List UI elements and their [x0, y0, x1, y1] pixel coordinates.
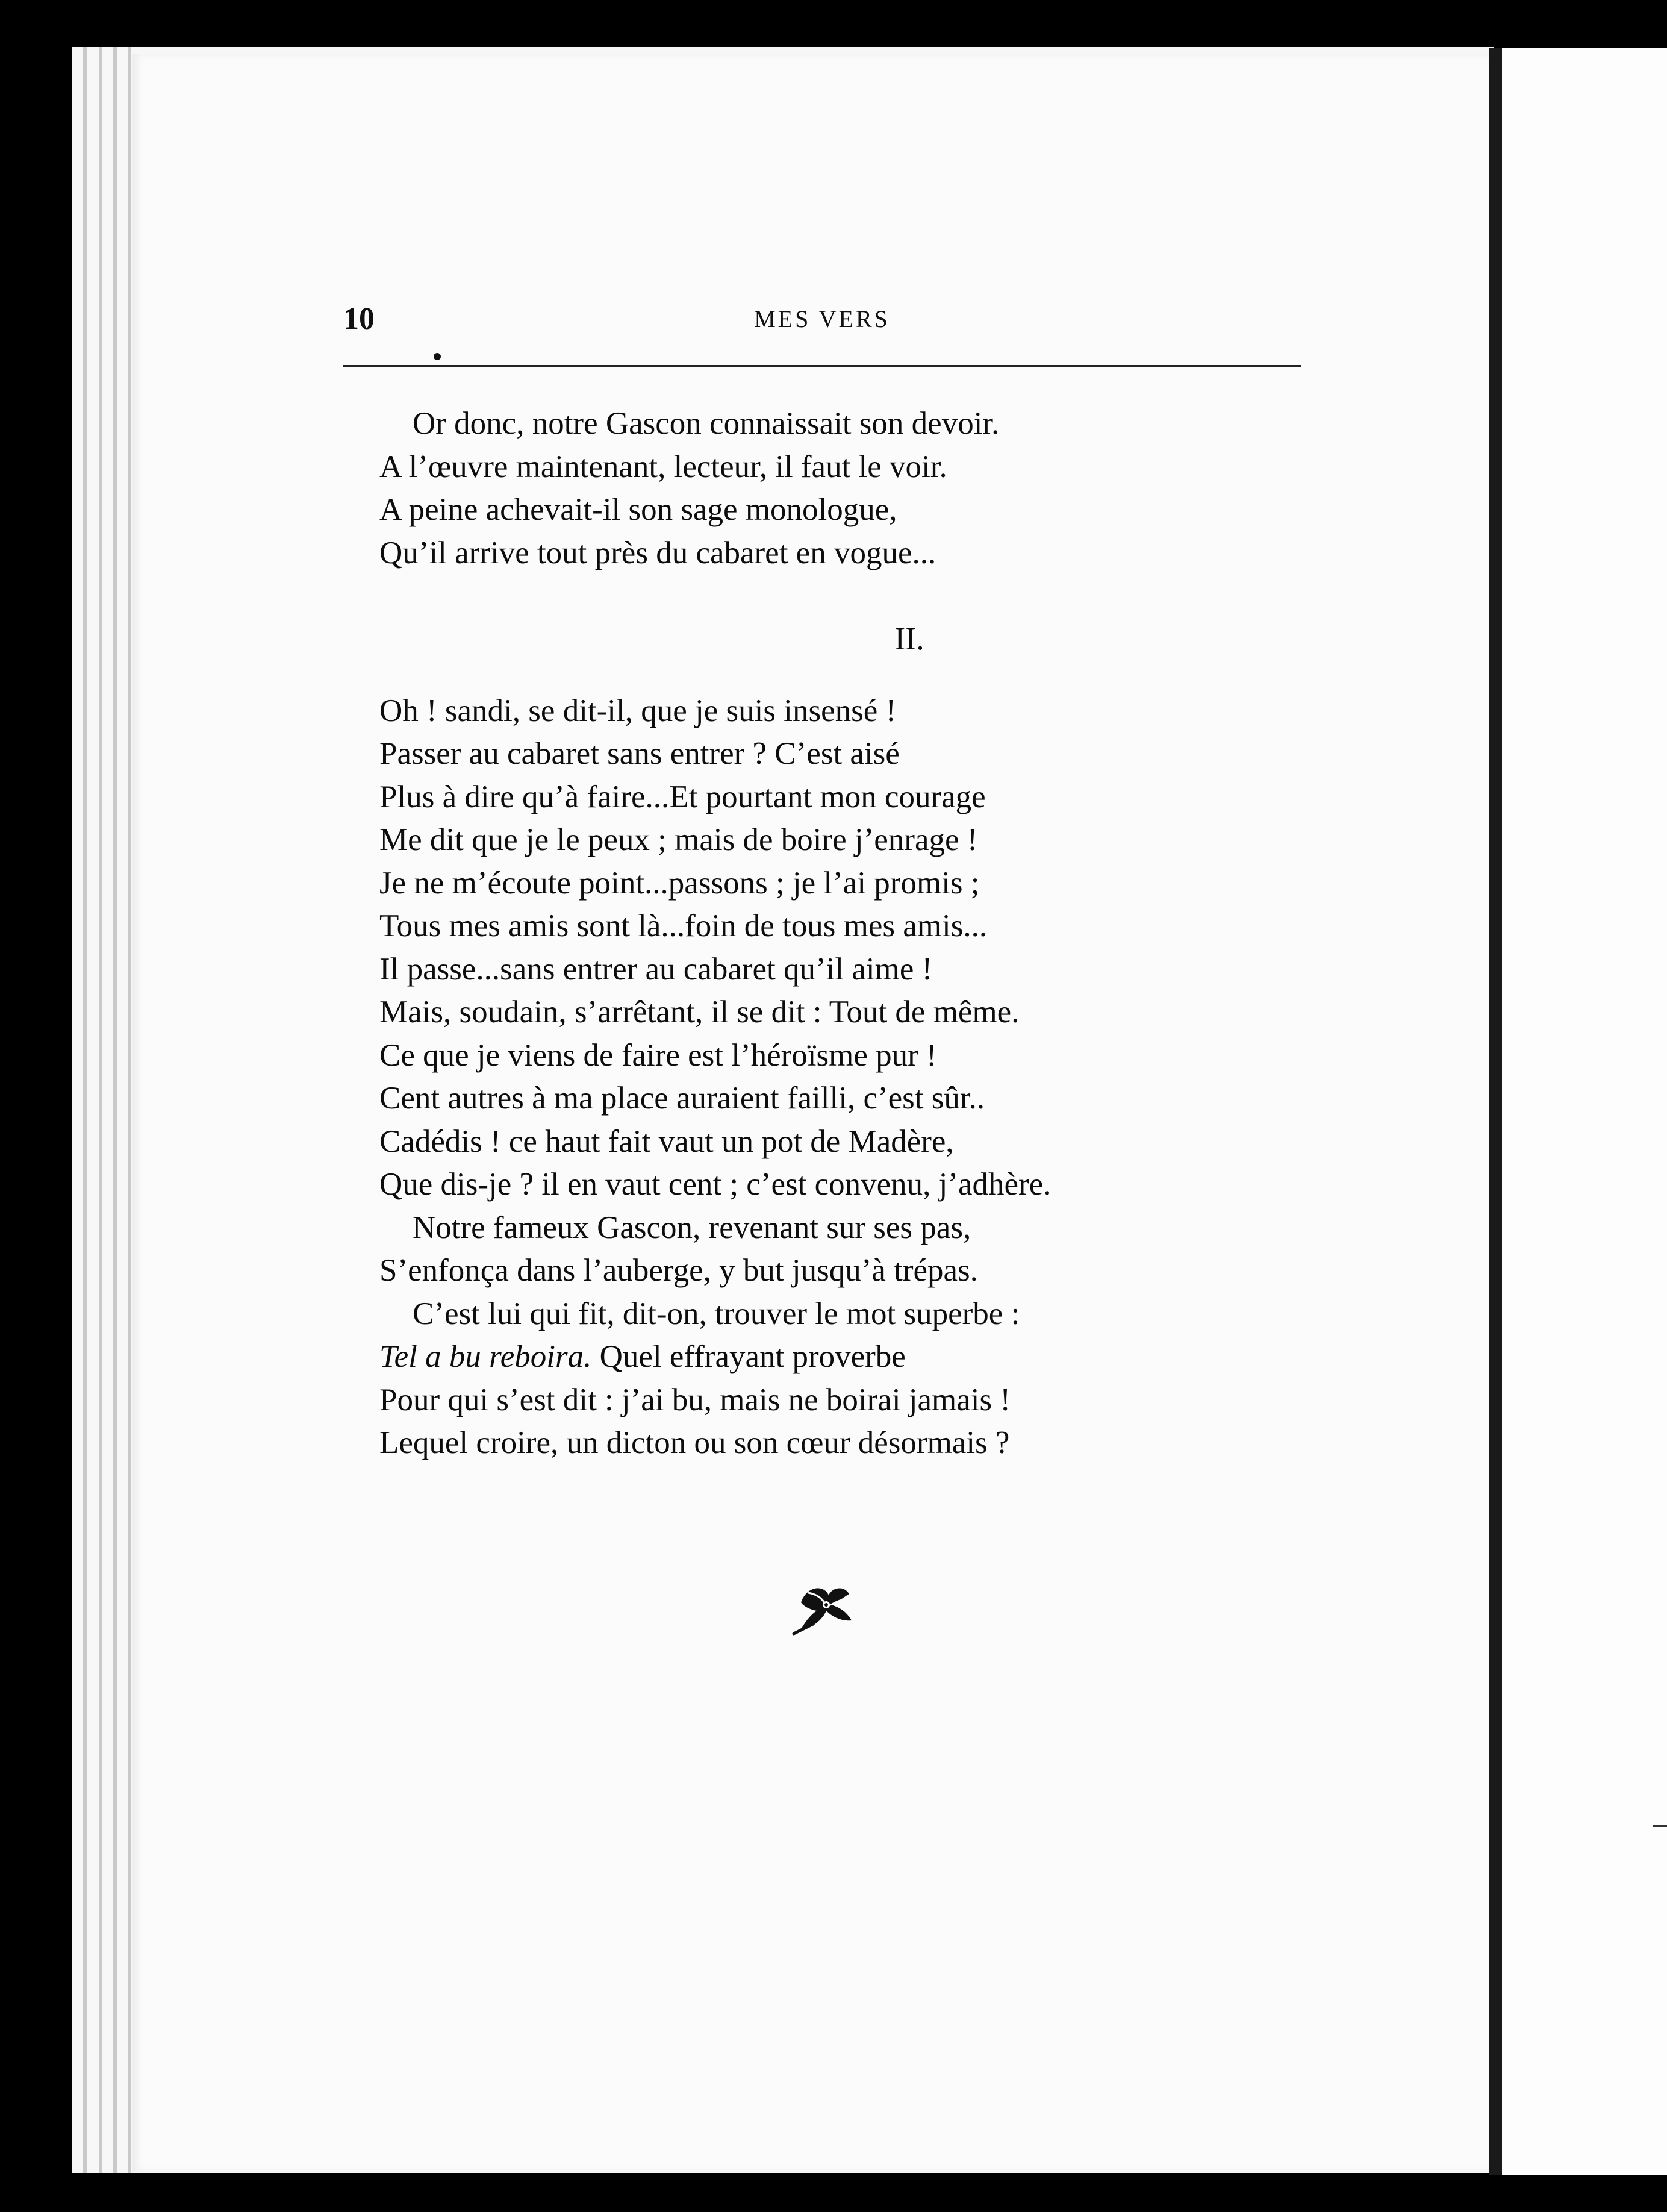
- header-rule: [343, 365, 1301, 367]
- running-title: MES VERS: [754, 305, 890, 333]
- verse-line: Lequel croire, un dicton ou son cœur désormais ?: [379, 1425, 1010, 1460]
- verse-line: Pour qui s’est dit : j’ai bu, mais ne boirai jamais !: [379, 1382, 1011, 1417]
- verse-line: Passer au cabaret sans entrer ? C’est aisé: [379, 736, 900, 771]
- verse-line: Or donc, notre Gascon connaissait son devoir.: [413, 406, 1000, 441]
- section-numeral: II.: [894, 620, 924, 657]
- verse-line: C’est lui qui fit, dit-on, trouver le mot superbe :: [413, 1296, 1020, 1331]
- verse-line: Oh ! sandi, se dit-il, que je suis insensé !: [379, 693, 897, 728]
- verse-line: Mais, soudain, s’arrêtant, il se dit : Tout de même.: [379, 995, 1020, 1029]
- verse-line: Cadédis ! ce haut fait vaut un pot de Madère,: [379, 1123, 954, 1159]
- proverb-italic: Tel a bu reboira.: [379, 1339, 592, 1374]
- verse-line: A peine achevait-il son sage monologue,: [379, 492, 897, 527]
- page-edge: [113, 47, 117, 2173]
- verse-line: Plus à dire qu’à faire...Et pourtant mon courage: [379, 779, 986, 814]
- verse-line: Ce que je viens de faire est l’héroïsme pur !: [379, 1037, 937, 1073]
- verse-line: Que dis-je ? il en vaut cent ; c’est convenu, j’adhère.: [379, 1167, 1052, 1202]
- verse-line: Notre fameux Gascon, revenant sur ses pas,: [413, 1210, 971, 1245]
- verse-line: Il passe...sans entrer au cabaret qu’il aime !: [379, 951, 933, 987]
- page-header: [343, 301, 1301, 355]
- page-edge: [128, 47, 131, 2173]
- right-page-edge: [1502, 48, 1667, 2175]
- verse-line: Cent autres à ma place auraient failli, c’est sûr..: [379, 1081, 985, 1116]
- verse-line: Qu’il arrive tout près du cabaret en vogue...: [379, 535, 936, 570]
- stray-mark: [1653, 1825, 1667, 1827]
- verse-line-proverb: [379, 1336, 1295, 1379]
- verse-line: Me dit que je le peux ; mais de boire j’enrage !: [379, 822, 978, 857]
- page-edge: [83, 47, 87, 2173]
- verse-line: S’enfonça dans l’auberge, y but jusqu’à trépas.: [379, 1253, 978, 1288]
- verse-line: A l’œuvre maintenant, lecteur, il faut le voir.: [379, 449, 947, 484]
- proverb-rest: Quel effrayant proverbe: [591, 1339, 906, 1374]
- verse-line: Tous mes amis sont là...foin de tous mes amis...: [379, 908, 988, 943]
- rule-dot: [434, 353, 441, 360]
- book-gutter: [1489, 48, 1502, 2175]
- poem-text: [379, 402, 1295, 1465]
- verse-line: Je ne m’écoute point...passons ; je l’ai promis ;: [379, 865, 980, 901]
- page-edge: [99, 47, 102, 2173]
- floral-tailpiece-icon: [789, 1573, 861, 1640]
- page-number: 10: [343, 302, 375, 336]
